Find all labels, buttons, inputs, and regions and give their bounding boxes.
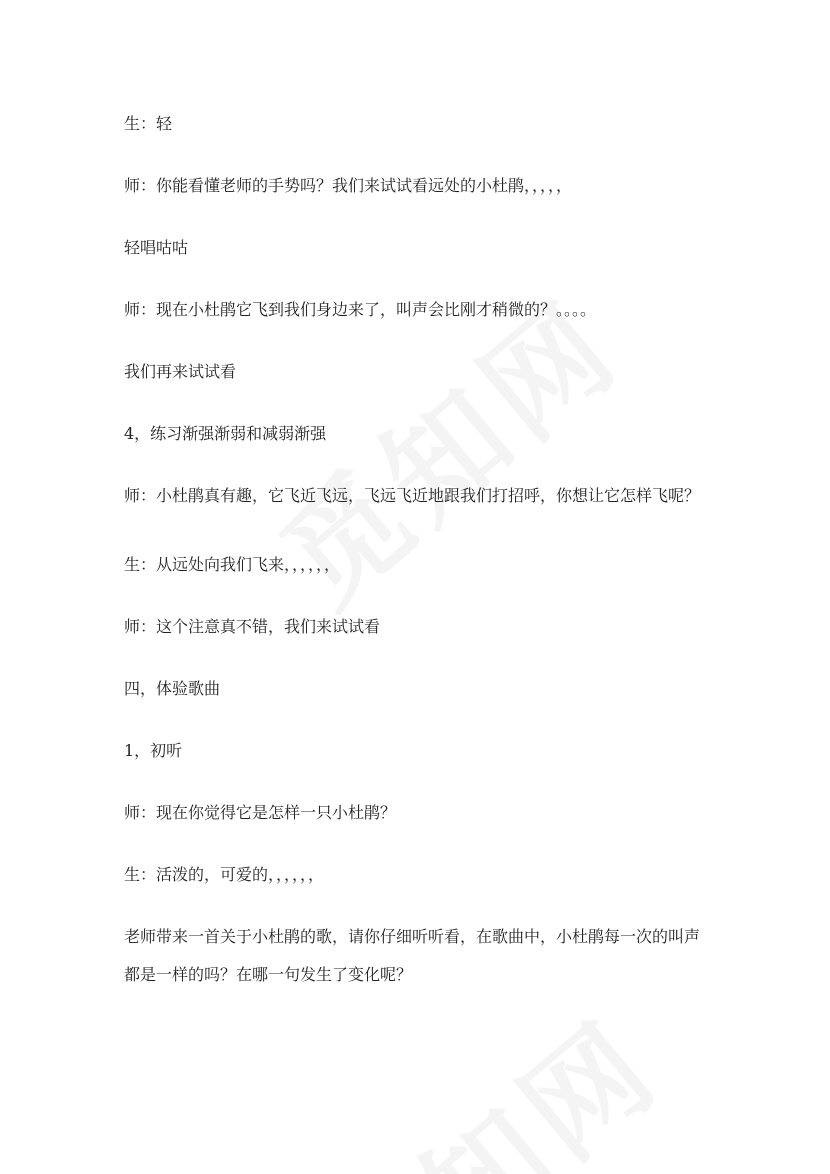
paragraph: 师：你能看懂老师的手势吗？我们来试试看远处的小杜鹃，，，，， (124, 176, 573, 195)
paragraph: 师：现在你觉得它是怎样一只小杜鹃？ (124, 803, 397, 822)
paragraph: 师：小杜鹃真有趣，它飞近飞远，飞远飞近地跟我们打招呼，你想让它怎样飞呢？ (124, 486, 701, 505)
paragraph: 生：轻 (124, 114, 173, 133)
paragraph: 轻唱咕咕 (124, 238, 189, 257)
paragraph: 1，初听 (124, 741, 183, 760)
paragraph: 生：从远处向我们飞来，，，，，， (124, 555, 341, 574)
paragraph: 生：活泼的，可爱的，，，，，， (124, 865, 325, 884)
paragraph: 四，体验歌曲 (124, 679, 221, 698)
document-body (124, 112, 709, 994)
paragraph: 4，练习渐强渐弱和减弱渐强 (124, 424, 327, 443)
watermark (280, 975, 689, 1174)
paragraph: 师：现在小杜鹃它飞到我们身边来了，叫声会比刚才稍微的？。。。。 (124, 300, 597, 319)
paragraph: 师：这个注意真不错，我们来试试看 (124, 617, 381, 636)
paragraph: 老师带来一首关于小杜鹃的歌，请你仔细听听看，在歌曲中，小杜鹃每一次的叫声都是一样的吗？在哪一句发生了变化呢？ (124, 927, 701, 984)
paragraph: 我们再来试试看 (124, 362, 237, 381)
